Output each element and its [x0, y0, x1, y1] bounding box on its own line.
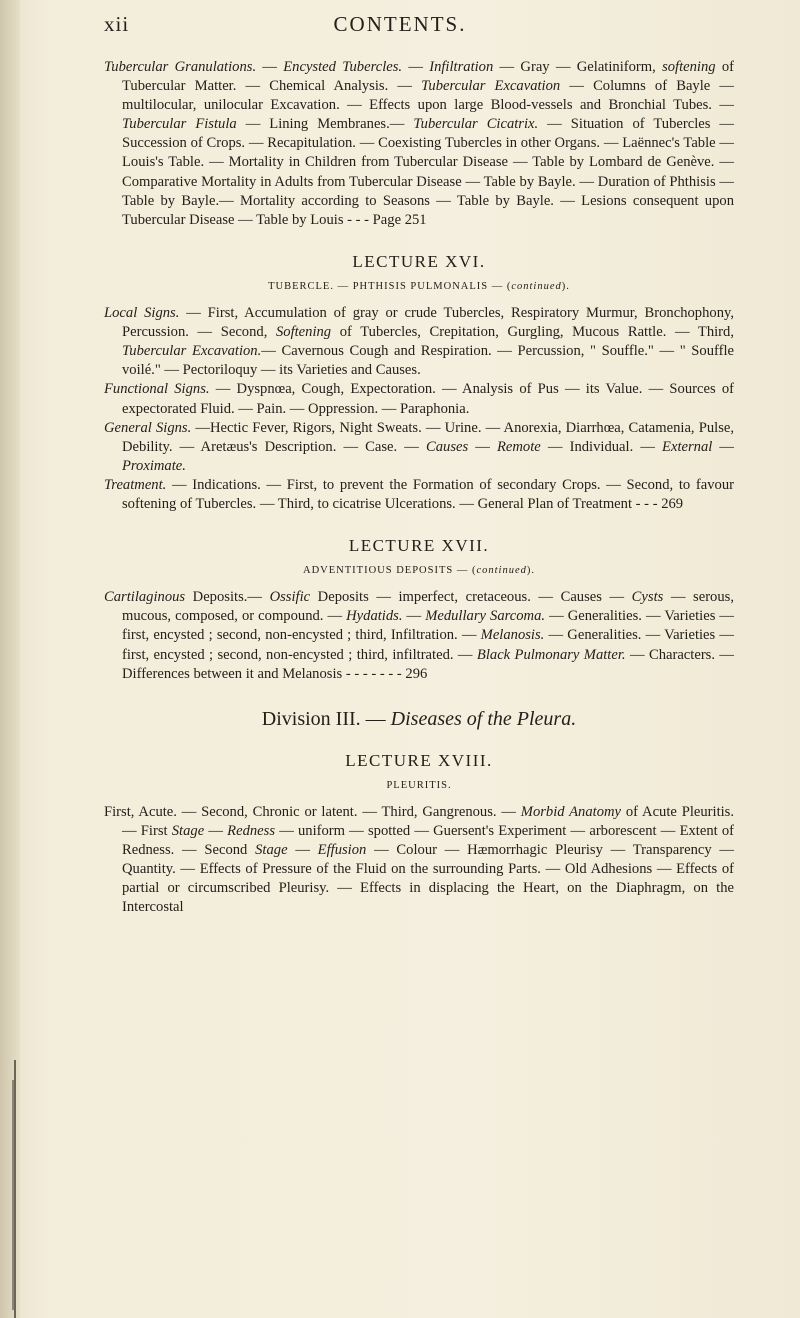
entry-text: Cartilaginous Deposits.— Ossific Deposits — imperfect, cretaceous. — Causes — Cysts — serous, mucous, composed, or compound. — Hydatids. — Medullary Sarcoma. — Generalities. — Varieties — first, encysted ; second, non-encysted ; third, Infiltration. — Melanosis. — Generalities. — Varieties — first, encysted ; second, non-encysted ; third, infiltrated. — Black Pulmonary Matter. — Characters. — Differences between it and Melanosis [104, 589, 735, 682]
page-reference: - - - 269 [635, 495, 684, 512]
entry-text: Tubercular Granulations. — Encysted Tubercles. — Infiltration — Gray — Gelatiniform, softening of Tubercular Matter. — Chemical Analysis. — Tubercular Excavation — Columns of Bayle — multilocular, unilocular Excavation. — Effects upon large Blood-vessels and Bronchial Tubes. — Tubercular Fistula — Lining Membranes.— Tubercular Cicatrix. — Situation of Tubercles — Succession of Crops. — Recapitulation. — Coexisting Tubercles in other Organs. — Laënnec's Table — Louis's Table. — Mortality in Children from Tubercular Disease — Table by Lombard de Genève. — Comparative Mortality in Adults from Tubercular Disease — Table by Bayle. — Duration of Phthisis — Table by Bayle.— Mortality according to Seasons — Table by Bayle. — Lesions consequent upon Tubercular Disease — Table by Louis [104, 59, 735, 228]
contents-entry-treatment [104, 476, 734, 514]
contents-entry-local-signs: Local Signs. — First, Accumulation of gray or crude Tubercles, Respiratory Murmur, Bronchophony, Percussion. — Second, Softening of Tubercles, Crepitation, Gurgling, Mucous Rattle. — Third, Tubercular Excavation.— Cavernous Cough and Respiration. — Percussion, " Souffle." — " Souffle voilé." — Pectoriloquy — its Varieties and Causes. [104, 305, 735, 379]
division-heading: Division III. — Diseases of the Pleura. [261, 707, 577, 730]
page-edge-marks [0, 1060, 16, 1318]
lecture-subtitle: TUBERCLE. — PHTHISIS PULMONALIS — (continued). [268, 280, 570, 292]
page-reference: - - - - - - - 296 [345, 665, 428, 682]
contents-entry-general-signs: General Signs. —Hectic Fever, Rigors, Night Sweats. — Urine. — Anorexia, Diarrhœa, Catamenia, Pulse, Debility. — Aretæus's Description. — Case. — Causes — Remote — Individual. — External — Proximate. [104, 419, 735, 474]
lecture-title: LECTURE XVII. [348, 536, 490, 556]
contents-entry-functional-signs: Functional Signs. — Dyspnœa, Cough, Expectoration. — Analysis of Pus — its Value. — Sources of expectorated Fluid. — Pain. — Oppression. — Paraphonia. [104, 381, 734, 417]
contents-entry-tubercle-continued [104, 58, 734, 230]
lecture-title: LECTURE XVIII. [345, 750, 493, 770]
page-reference: - - - Page 251 [347, 211, 427, 228]
lecture-subtitle: PLEURITIS. [386, 779, 452, 791]
entry-text: Treatment. — Indications. — First, to prevent the Formation of secondary Crops. — Second, to favour softening of Tubercles. — Third, to cicatrise Ulcerations. — General Plan of Treatment [104, 476, 734, 512]
lecture-title: LECTURE XVI. [352, 251, 486, 271]
contents-body [104, 58, 734, 918]
contents-entry-pleuritis: First, Acute. — Second, Chronic or latent. — Third, Gangrenous. — Morbid Anatomy of Acute Pleuritis. — First Stage — Redness — uniform — spotted — Guersent's Experiment — arborescent — Extent of Redness. — Second Stage — Effusion — Colour — Hæmorrhagic Pleurisy — Transparency — Quantity. — Effects of Pressure of the Fluid on the surrounding Parts. — Old Adhesions — Effects of partial or circumscribed Pleurisy. — Effects in displacing the Heart, on the Diaphragm, on the Intercostal [104, 804, 735, 916]
contents-entry-adventitious-deposits [104, 588, 734, 683]
running-title: CONTENTS. [333, 12, 467, 36]
lecture-subtitle: ADVENTITIOUS DEPOSITS — (continued). [303, 565, 535, 577]
page-number: xii [104, 12, 130, 36]
page-header [0, 8, 800, 48]
